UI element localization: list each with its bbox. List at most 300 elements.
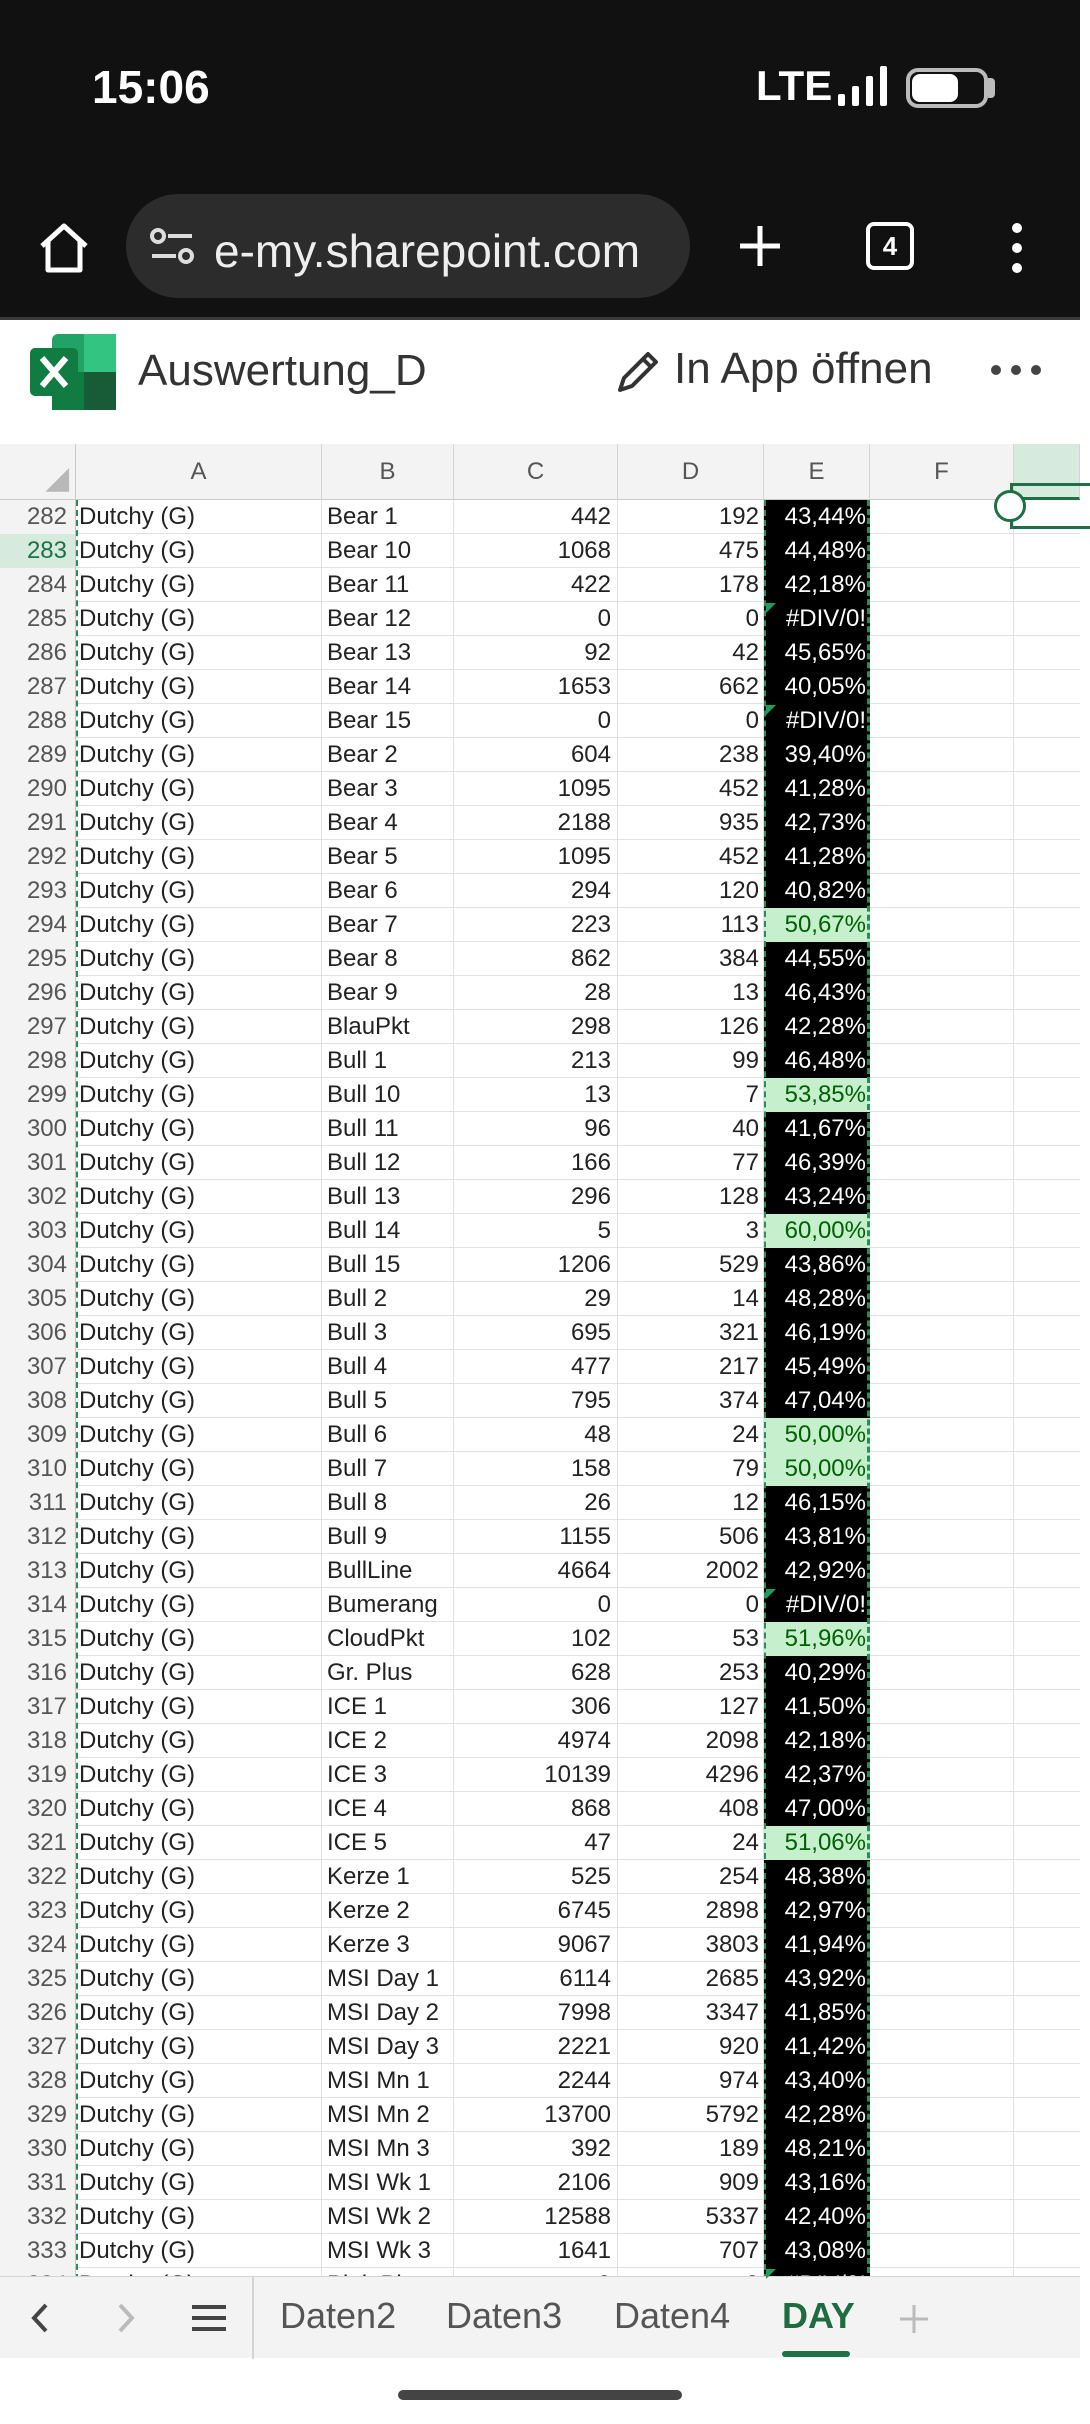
more-horiz-icon[interactable] — [990, 360, 1042, 380]
cell-b[interactable]: Bear 6 — [322, 874, 454, 908]
cell-g[interactable] — [1014, 1996, 1080, 2030]
cell-f[interactable] — [870, 1826, 1014, 1860]
cell-a[interactable]: Dutchy (G) — [76, 636, 322, 670]
cell-f[interactable] — [870, 2234, 1014, 2268]
cell-d[interactable]: 126 — [618, 1010, 764, 1044]
cell-c[interactable]: 1095 — [454, 840, 618, 874]
cell-b[interactable]: Bull 13 — [322, 1180, 454, 1214]
row-number[interactable]: 310 — [0, 1452, 76, 1486]
cell-d[interactable]: 974 — [618, 2064, 764, 2098]
cell-e[interactable]: 45,49% — [764, 1350, 870, 1384]
cell-c[interactable]: 1095 — [454, 772, 618, 806]
cell-c[interactable]: 1206 — [454, 1248, 618, 1282]
cell-g[interactable] — [1014, 1656, 1080, 1690]
cell-d[interactable]: 506 — [618, 1520, 764, 1554]
row-number[interactable]: 287 — [0, 670, 76, 704]
cell-e[interactable]: 53,85% — [764, 1078, 870, 1112]
cell-a[interactable]: Dutchy (G) — [76, 1112, 322, 1146]
cell-f[interactable] — [870, 1860, 1014, 1894]
cell-a[interactable]: Dutchy (G) — [76, 772, 322, 806]
cell-d[interactable]: 452 — [618, 840, 764, 874]
cell-f[interactable] — [870, 1520, 1014, 1554]
cell-g[interactable] — [1014, 1622, 1080, 1656]
row-number[interactable]: 316 — [0, 1656, 76, 1690]
cell-a[interactable]: Dutchy (G) — [76, 2030, 322, 2064]
cell-g[interactable] — [1014, 1248, 1080, 1282]
cell-d[interactable]: 217 — [618, 1350, 764, 1384]
cell-f[interactable] — [870, 1112, 1014, 1146]
cell-c[interactable]: 6114 — [454, 1962, 618, 1996]
cell-d[interactable]: 12 — [618, 1486, 764, 1520]
row-number[interactable]: 328 — [0, 2064, 76, 2098]
cell-d[interactable]: 128 — [618, 1180, 764, 1214]
tab-day[interactable]: DAY — [782, 2295, 855, 2336]
cell-d[interactable]: 707 — [618, 2234, 764, 2268]
cell-b[interactable]: CloudPkt — [322, 1622, 454, 1656]
chevron-left-icon[interactable] — [26, 2301, 54, 2335]
cell-f[interactable] — [870, 1792, 1014, 1826]
cell-a[interactable]: Dutchy (G) — [76, 874, 322, 908]
cell-e[interactable]: 42,97% — [764, 1894, 870, 1928]
cell-b[interactable]: MSI Day 3 — [322, 2030, 454, 2064]
cell-g[interactable] — [1014, 874, 1080, 908]
chevron-right-icon[interactable] — [112, 2301, 140, 2335]
cell-f[interactable] — [870, 1622, 1014, 1656]
cell-d[interactable]: 321 — [618, 1316, 764, 1350]
cell-b[interactable]: Bull 6 — [322, 1418, 454, 1452]
cell-a[interactable]: Dutchy (G) — [76, 534, 322, 568]
cell-d[interactable]: 935 — [618, 806, 764, 840]
cell-d[interactable]: 254 — [618, 1860, 764, 1894]
cell-e[interactable]: 43,08% — [764, 2234, 870, 2268]
row-number[interactable]: 323 — [0, 1894, 76, 1928]
cell-e[interactable]: 46,43% — [764, 976, 870, 1010]
cell-c[interactable]: 442 — [454, 500, 618, 534]
cell-a[interactable]: Dutchy (G) — [76, 1384, 322, 1418]
cell-a[interactable]: Dutchy (G) — [76, 1248, 322, 1282]
cell-a[interactable]: Dutchy (G) — [76, 1928, 322, 1962]
cell-e[interactable]: 39,40% — [764, 738, 870, 772]
cell-e[interactable]: 42,40% — [764, 2200, 870, 2234]
cell-e[interactable]: 46,15% — [764, 1486, 870, 1520]
cell-a[interactable]: Dutchy (G) — [76, 1214, 322, 1248]
cell-d[interactable]: 77 — [618, 1146, 764, 1180]
cell-g[interactable] — [1014, 2030, 1080, 2064]
cell-e[interactable]: #DIV/0! — [764, 704, 870, 738]
cell-c[interactable]: 13 — [454, 1078, 618, 1112]
cell-d[interactable]: 374 — [618, 1384, 764, 1418]
select-all-corner[interactable] — [0, 444, 76, 500]
cell-c[interactable]: 525 — [454, 1860, 618, 1894]
cell-d[interactable]: 0 — [618, 602, 764, 636]
cell-d[interactable]: 3347 — [618, 1996, 764, 2030]
row-number[interactable]: 289 — [0, 738, 76, 772]
spreadsheet-grid[interactable] — [0, 424, 1080, 2276]
cell-c[interactable]: 4664 — [454, 1554, 618, 1588]
cell-b[interactable]: ICE 1 — [322, 1690, 454, 1724]
cell-d[interactable]: 2002 — [618, 1554, 764, 1588]
cell-g[interactable] — [1014, 1554, 1080, 1588]
cell-f[interactable] — [870, 1588, 1014, 1622]
cell-e[interactable]: 42,73% — [764, 806, 870, 840]
cell-e[interactable]: 42,18% — [764, 568, 870, 602]
cell-f[interactable] — [870, 1248, 1014, 1282]
cell-g[interactable] — [1014, 2234, 1080, 2268]
cell-a[interactable]: Dutchy (G) — [76, 602, 322, 636]
row-number[interactable]: 286 — [0, 636, 76, 670]
row-number[interactable]: 332 — [0, 2200, 76, 2234]
row-number[interactable]: 312 — [0, 1520, 76, 1554]
cell-a[interactable]: Dutchy (G) — [76, 1656, 322, 1690]
cell-b[interactable]: MSI Day 2 — [322, 1996, 454, 2030]
cell-d[interactable]: 7 — [618, 1078, 764, 1112]
cell-e[interactable]: 45,65% — [764, 636, 870, 670]
cell-a[interactable]: Dutchy (G) — [76, 976, 322, 1010]
cell-e[interactable]: 50,00% — [764, 1452, 870, 1486]
cell-e[interactable]: 47,04% — [764, 1384, 870, 1418]
cell-c[interactable]: 10139 — [454, 1758, 618, 1792]
row-number[interactable]: 325 — [0, 1962, 76, 1996]
cell-f[interactable] — [870, 636, 1014, 670]
cell-b[interactable]: MSI Mn 2 — [322, 2098, 454, 2132]
cell-c[interactable]: 96 — [454, 1112, 618, 1146]
cell-a[interactable]: Dutchy (G) — [76, 1690, 322, 1724]
cell-b[interactable]: Bull 8 — [322, 1486, 454, 1520]
cell-f[interactable] — [870, 1350, 1014, 1384]
cell-d[interactable]: 2098 — [618, 1724, 764, 1758]
tab-daten4[interactable]: Daten4 — [614, 2295, 731, 2336]
cell-d[interactable]: 42 — [618, 636, 764, 670]
cell-f[interactable] — [870, 738, 1014, 772]
cell-g[interactable] — [1014, 1452, 1080, 1486]
cell-f[interactable] — [870, 534, 1014, 568]
cell-g[interactable] — [1014, 534, 1080, 568]
home-icon[interactable] — [36, 220, 92, 276]
cell-d[interactable]: 2898 — [618, 1894, 764, 1928]
home-indicator[interactable] — [398, 2390, 682, 2400]
cell-b[interactable]: BullLine — [322, 1554, 454, 1588]
cell-g[interactable] — [1014, 908, 1080, 942]
cell-b[interactable]: Bear 13 — [322, 636, 454, 670]
cell-b[interactable]: Bear 8 — [322, 942, 454, 976]
cell-e[interactable]: 60,00% — [764, 1214, 870, 1248]
row-number[interactable]: 317 — [0, 1690, 76, 1724]
cell-a[interactable]: Dutchy (G) — [76, 500, 322, 534]
cell-c[interactable]: 223 — [454, 908, 618, 942]
cell-b[interactable]: Bear 10 — [322, 534, 454, 568]
cell-e[interactable]: 41,42% — [764, 2030, 870, 2064]
cell-a[interactable]: Dutchy (G) — [76, 670, 322, 704]
cell-f[interactable] — [870, 1384, 1014, 1418]
row-number[interactable]: 290 — [0, 772, 76, 806]
cell-b[interactable]: ICE 3 — [322, 1758, 454, 1792]
cell-e[interactable]: 50,67% — [764, 908, 870, 942]
column-header-b[interactable]: B — [322, 444, 454, 500]
cell-d[interactable]: 2685 — [618, 1962, 764, 1996]
cell-b[interactable]: Bear 15 — [322, 704, 454, 738]
row-number[interactable]: 302 — [0, 1180, 76, 1214]
cell-b[interactable]: Bull 4 — [322, 1350, 454, 1384]
cell-b[interactable]: Gr. Plus — [322, 1656, 454, 1690]
cell-d[interactable]: 192 — [618, 500, 764, 534]
cell-g[interactable] — [1014, 772, 1080, 806]
cell-e[interactable]: 43,44% — [764, 500, 870, 534]
cell-f[interactable] — [870, 840, 1014, 874]
cell-f[interactable] — [870, 976, 1014, 1010]
row-number[interactable]: 283 — [0, 534, 76, 568]
cell-e[interactable]: 46,19% — [764, 1316, 870, 1350]
cell-g[interactable] — [1014, 636, 1080, 670]
cell-f[interactable] — [870, 2166, 1014, 2200]
cell-e[interactable]: #DIV/0! — [764, 1588, 870, 1622]
cell-d[interactable]: 13 — [618, 976, 764, 1010]
cell-a[interactable]: Dutchy (G) — [76, 2200, 322, 2234]
cell-g[interactable] — [1014, 1282, 1080, 1316]
cell-b[interactable]: ICE 4 — [322, 1792, 454, 1826]
url-text[interactable]: e-my.sharepoint.com — [214, 225, 641, 277]
cell-d[interactable]: 408 — [618, 1792, 764, 1826]
cell-g[interactable] — [1014, 942, 1080, 976]
cell-g[interactable] — [1014, 1860, 1080, 1894]
cell-d[interactable]: 3803 — [618, 1928, 764, 1962]
row-number[interactable]: 284 — [0, 568, 76, 602]
cell-f[interactable] — [870, 942, 1014, 976]
document-title[interactable]: Auswertung_D — [138, 346, 427, 395]
cell-c[interactable]: 695 — [454, 1316, 618, 1350]
cell-f[interactable] — [870, 1690, 1014, 1724]
cell-e[interactable]: 43,24% — [764, 1180, 870, 1214]
cell-d[interactable]: 909 — [618, 2166, 764, 2200]
cell-a[interactable]: Dutchy (G) — [76, 1520, 322, 1554]
cell-e[interactable]: 47,00% — [764, 1792, 870, 1826]
cell-a[interactable]: Dutchy (G) — [76, 1792, 322, 1826]
row-number[interactable]: 305 — [0, 1282, 76, 1316]
cell-c[interactable]: 2221 — [454, 2030, 618, 2064]
cell-f[interactable] — [870, 1656, 1014, 1690]
cell-f[interactable] — [870, 704, 1014, 738]
cell-b[interactable]: Bear 3 — [322, 772, 454, 806]
cell-b[interactable]: MSI Mn 1 — [322, 2064, 454, 2098]
cell-b[interactable]: Bull 15 — [322, 1248, 454, 1282]
cell-f[interactable] — [870, 1180, 1014, 1214]
cell-c[interactable]: 6745 — [454, 1894, 618, 1928]
cell-e[interactable]: 51,06% — [764, 1826, 870, 1860]
cell-g[interactable] — [1014, 704, 1080, 738]
cell-g[interactable] — [1014, 1180, 1080, 1214]
cell-a[interactable]: Dutchy (G) — [76, 1622, 322, 1656]
cell-c[interactable]: 628 — [454, 1656, 618, 1690]
cell-a[interactable]: Dutchy (G) — [76, 1010, 322, 1044]
cell-e[interactable]: 41,85% — [764, 1996, 870, 2030]
cell-d[interactable]: 662 — [618, 670, 764, 704]
cell-b[interactable]: Bull 10 — [322, 1078, 454, 1112]
cell-g[interactable] — [1014, 2200, 1080, 2234]
row-number[interactable]: 285 — [0, 602, 76, 636]
cell-e[interactable]: 42,28% — [764, 2098, 870, 2132]
cell-g[interactable] — [1014, 602, 1080, 636]
row-number[interactable]: 298 — [0, 1044, 76, 1078]
cell-b[interactable]: Bull 5 — [322, 1384, 454, 1418]
cell-b[interactable]: Bear 12 — [322, 602, 454, 636]
row-number[interactable]: 309 — [0, 1418, 76, 1452]
cell-g[interactable] — [1014, 1792, 1080, 1826]
cell-e[interactable]: 51,96% — [764, 1622, 870, 1656]
row-number[interactable]: 301 — [0, 1146, 76, 1180]
cell-a[interactable]: Dutchy (G) — [76, 738, 322, 772]
cell-f[interactable] — [870, 1316, 1014, 1350]
cell-b[interactable]: MSI Day 1 — [322, 1962, 454, 1996]
cell-c[interactable]: 862 — [454, 942, 618, 976]
cell-f[interactable] — [870, 1724, 1014, 1758]
cell-g[interactable] — [1014, 1112, 1080, 1146]
row-number[interactable]: 282 — [0, 500, 76, 534]
cell-c[interactable]: 1653 — [454, 670, 618, 704]
cell-a[interactable]: Dutchy (G) — [76, 1486, 322, 1520]
row-number[interactable]: 331 — [0, 2166, 76, 2200]
cell-e[interactable]: 41,28% — [764, 840, 870, 874]
cell-g[interactable] — [1014, 1894, 1080, 1928]
cell-f[interactable] — [870, 772, 1014, 806]
cell-e[interactable]: 43,16% — [764, 2166, 870, 2200]
cell-b[interactable]: MSI Wk 1 — [322, 2166, 454, 2200]
column-header-d[interactable]: D — [618, 444, 764, 500]
cell-b[interactable]: Bull 12 — [322, 1146, 454, 1180]
column-header-f[interactable]: F — [870, 444, 1014, 500]
cell-d[interactable]: 79 — [618, 1452, 764, 1486]
cell-g[interactable] — [1014, 840, 1080, 874]
cell-f[interactable] — [870, 1044, 1014, 1078]
selection-handle[interactable] — [994, 490, 1026, 522]
cell-f[interactable] — [870, 1078, 1014, 1112]
row-number[interactable]: 319 — [0, 1758, 76, 1792]
cell-c[interactable]: 9067 — [454, 1928, 618, 1962]
cell-f[interactable] — [870, 1214, 1014, 1248]
cell-d[interactable]: 113 — [618, 908, 764, 942]
cell-c[interactable]: 213 — [454, 1044, 618, 1078]
cell-c[interactable]: 296 — [454, 1180, 618, 1214]
cell-d[interactable]: 24 — [618, 1418, 764, 1452]
cell-f[interactable] — [870, 874, 1014, 908]
cell-e[interactable]: 42,92% — [764, 1554, 870, 1588]
column-header-a[interactable]: A — [76, 444, 322, 500]
cell-f[interactable] — [870, 1418, 1014, 1452]
cell-e[interactable]: 48,28% — [764, 1282, 870, 1316]
cell-c[interactable]: 294 — [454, 874, 618, 908]
cell-e[interactable]: 43,92% — [764, 1962, 870, 1996]
cell-f[interactable] — [870, 568, 1014, 602]
cell-e[interactable]: 41,28% — [764, 772, 870, 806]
cell-f[interactable] — [870, 1452, 1014, 1486]
cell-c[interactable]: 7998 — [454, 1996, 618, 2030]
cell-d[interactable]: 253 — [618, 1656, 764, 1690]
cell-f[interactable] — [870, 1146, 1014, 1180]
row-number[interactable]: 300 — [0, 1112, 76, 1146]
cell-a[interactable]: Dutchy (G) — [76, 1554, 322, 1588]
cell-g[interactable] — [1014, 1758, 1080, 1792]
cell-e[interactable]: 41,94% — [764, 1928, 870, 1962]
address-bar[interactable] — [126, 194, 690, 298]
cell-e[interactable]: 43,86% — [764, 1248, 870, 1282]
cell-a[interactable]: Dutchy (G) — [76, 806, 322, 840]
row-number[interactable]: 329 — [0, 2098, 76, 2132]
add-sheet-icon[interactable] — [898, 2303, 930, 2335]
cell-a[interactable]: Dutchy (G) — [76, 2234, 322, 2268]
cell-c[interactable]: 13700 — [454, 2098, 618, 2132]
cell-b[interactable]: ICE 2 — [322, 1724, 454, 1758]
cell-c[interactable]: 47 — [454, 1826, 618, 1860]
cell-d[interactable]: 5792 — [618, 2098, 764, 2132]
cell-e[interactable]: 41,67% — [764, 1112, 870, 1146]
cell-d[interactable]: 99 — [618, 1044, 764, 1078]
cell-a[interactable]: Dutchy (G) — [76, 1758, 322, 1792]
row-number[interactable]: 299 — [0, 1078, 76, 1112]
row-number[interactable]: 320 — [0, 1792, 76, 1826]
cell-c[interactable]: 4974 — [454, 1724, 618, 1758]
cell-e[interactable]: 48,38% — [764, 1860, 870, 1894]
cell-e[interactable]: 50,00% — [764, 1418, 870, 1452]
cell-d[interactable]: 14 — [618, 1282, 764, 1316]
cell-f[interactable] — [870, 500, 1014, 534]
column-header-c[interactable]: C — [454, 444, 618, 500]
cell-g[interactable] — [1014, 1486, 1080, 1520]
tab-daten2[interactable]: Daten2 — [280, 2295, 397, 2336]
cell-g[interactable] — [1014, 1690, 1080, 1724]
row-number[interactable]: 296 — [0, 976, 76, 1010]
cell-b[interactable]: Kerze 3 — [322, 1928, 454, 1962]
cell-b[interactable]: Kerze 2 — [322, 1894, 454, 1928]
row-number[interactable]: 318 — [0, 1724, 76, 1758]
cell-g[interactable] — [1014, 1010, 1080, 1044]
cell-f[interactable] — [870, 1010, 1014, 1044]
cell-d[interactable]: 384 — [618, 942, 764, 976]
cell-a[interactable]: Dutchy (G) — [76, 2064, 322, 2098]
cell-b[interactable]: ICE 5 — [322, 1826, 454, 1860]
row-number[interactable]: 322 — [0, 1860, 76, 1894]
cell-a[interactable]: Dutchy (G) — [76, 2098, 322, 2132]
cell-b[interactable]: Bear 11 — [322, 568, 454, 602]
cell-e[interactable]: 46,39% — [764, 1146, 870, 1180]
row-number[interactable]: 288 — [0, 704, 76, 738]
cell-d[interactable]: 452 — [618, 772, 764, 806]
cell-a[interactable]: Dutchy (G) — [76, 840, 322, 874]
row-number[interactable]: 315 — [0, 1622, 76, 1656]
cell-g[interactable] — [1014, 738, 1080, 772]
cell-f[interactable] — [870, 1758, 1014, 1792]
cell-b[interactable]: Bull 3 — [322, 1316, 454, 1350]
cell-d[interactable]: 24 — [618, 1826, 764, 1860]
cell-c[interactable]: 2188 — [454, 806, 618, 840]
cell-d[interactable]: 0 — [618, 1588, 764, 1622]
cell-a[interactable]: Dutchy (G) — [76, 1316, 322, 1350]
row-number[interactable]: 327 — [0, 2030, 76, 2064]
cell-a[interactable]: Dutchy (G) — [76, 1724, 322, 1758]
row-number[interactable]: 292 — [0, 840, 76, 874]
cell-d[interactable]: 5337 — [618, 2200, 764, 2234]
cell-f[interactable] — [870, 2200, 1014, 2234]
cell-g[interactable] — [1014, 806, 1080, 840]
cell-f[interactable] — [870, 806, 1014, 840]
tab-count-button[interactable] — [866, 222, 914, 270]
cell-a[interactable]: Dutchy (G) — [76, 2132, 322, 2166]
cell-d[interactable]: 178 — [618, 568, 764, 602]
cell-c[interactable]: 1155 — [454, 1520, 618, 1554]
cell-e[interactable]: #DIV/0! — [764, 602, 870, 636]
cell-d[interactable]: 475 — [618, 534, 764, 568]
row-number[interactable]: 291 — [0, 806, 76, 840]
cell-c[interactable]: 868 — [454, 1792, 618, 1826]
cell-a[interactable]: Dutchy (G) — [76, 1826, 322, 1860]
cell-e[interactable]: 40,05% — [764, 670, 870, 704]
